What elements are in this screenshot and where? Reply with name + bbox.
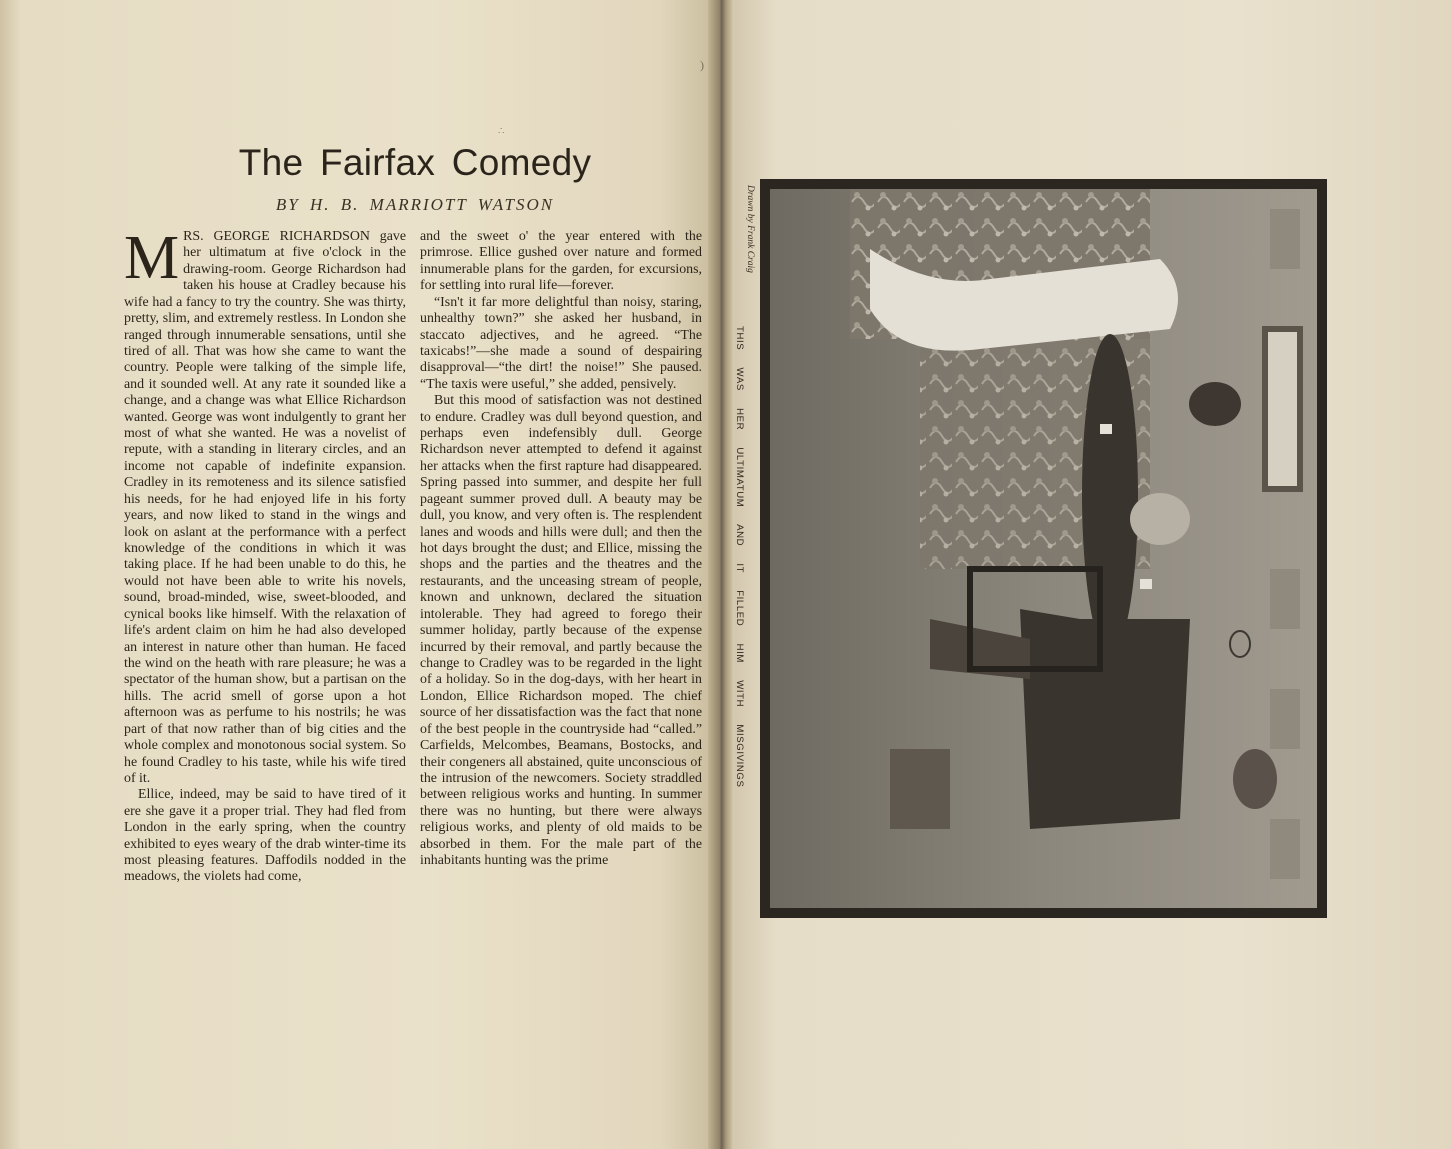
page-mark: ) [700, 58, 704, 72]
man-body [1020, 609, 1190, 829]
illustration-plate [760, 179, 1327, 918]
illustrator-credit: Drawn by Frank Craig [745, 185, 755, 273]
wall-panel [1270, 819, 1300, 879]
article-byline: BY H. B. MARRIOTT WATSON [275, 195, 555, 214]
teacup [1140, 579, 1152, 589]
chair-shadow [890, 749, 950, 829]
man-head [1233, 749, 1277, 809]
print-speck: ∴ [498, 126, 505, 137]
text-column-2 [420, 229, 702, 869]
wall-panel [1270, 689, 1300, 749]
left-page [0, 0, 716, 1149]
paragraph-text: RS. GEORGE RICHARDSON gave her ultimatum at five o'clock in the drawing-room. George Richardson had taken his house at Cradley because his wife had a fancy to try the country. She was thirty, pretty, slim, and extremely restless. In London she ranged through innumerable sensations, until she tired of all. That was how she came to want the country. People were talking of the simple life, and it sounded well. At any rate it sounded like a change, and a change was what Ellice Richardson wanted. George was wont indulgently to grant her most of what she wanted. He was a novelist of repute, with a standing in literary circles, and an income not capable of indefinite expansion. Cradley in its remoteness and its silence satisfied his needs, for he had enjoyed life in his forty years, and now liked to stand in the wings and look on aslant at the performance with a perfect knowledge of the conditions in which it was taking place. If he had been unable to do this, he would not have been able to write his novels, sound, broad-minded, wise, sweet-blooded, and cynical books like himself. With the relaxation of life's ardent claim on him he had also developed an interest in nature other than human. He faced the wind on the heath with rare pleasure; he was a spectator of the human show, but a partisan on the hills. The acrid smell of gorse upon a hot afternoon was as perfume to his nostrils; he was part of that now rather than of big cities and the whole complex and monotonous social system. So he found Cradley to his taste, while his wife tired of it. [124, 229, 406, 786]
paragraph: and the sweet o' the year entered with the primrose. Ellice gushed over nature and formed innumerable plans for the garden, for excursions, for settling into rural life—forever. [420, 229, 702, 294]
tea-table [1082, 334, 1138, 654]
teacup [1100, 424, 1112, 434]
paragraph: But this mood of satisfaction was not destined to endure. Cradley was dull beyond question, and perhaps even indefensibly dull. George Richardson never attempted to defend it against her attacks when the first rapture had disappeared. Spring passed into summer, and despite her full pageant summer proved dull. A beauty may be dull, you know, and very often is. The resplendent lanes and woods and hills were dull; and then the hot days brought the dust; and Ellice, missing the shops and the parties and the theatres and the restaurants, and the unceasing stream of people, known and unknown, declared the situation intolerable. They had agreed to forego their summer holiday, partly because of the expense incurred by their removal, and partly because the change to Cradley was to be regarded in the light of a holiday. So in the dog-days, with her heart in London, Ellice Richardson moped. The chief source of her dissatisfaction was the fact that none of the best people in the countryside had “called.” Carfields, Melcombes, Beamans, Bostocks, and their congeners all abstained, quite unconscious of the intrusion of the newcomers. Society straddled between religious works and hunting. In summer there was no hunting, but there were always religious works, and plenty of old maids to be absorbed in them. For the male part of the inhabitants hunting was the prime [420, 393, 702, 869]
wall-picture [1265, 329, 1300, 489]
article-title: The Fairfax Comedy [238, 142, 592, 183]
opening-paragraph [124, 224, 406, 787]
wall-panel [1270, 569, 1300, 629]
paragraph: Ellice, indeed, may be said to have tired of it ere she gave it a proper trial. They had fled from London in the early spring, when the country exhibited to eyes weary of the drab winter-time its most pleasing features. Daffodils nodded in the meadows, the violets had come, [124, 787, 406, 885]
woman-head [1189, 382, 1241, 426]
text-column-1 [124, 224, 406, 886]
drop-cap: M [124, 224, 180, 292]
illustration-image [770, 189, 1317, 908]
paragraph: “Isn't it far more delightful than noisy, staring, unhealthy town?” she asked her husband, in staccato adjectives, and he agreed. “The taxicabs!”—she made a sound of despairing disapproval—“the dirt! the noise!” She paused. “The taxis were useful,” she added, pensively. [420, 294, 702, 392]
illustration-caption: THIS WAS HER ULTIMATUM AND IT FILLED HIM WITH MISGIVINGS [734, 326, 745, 788]
tea-cosy [1130, 493, 1190, 545]
wall-panel [1270, 209, 1300, 269]
